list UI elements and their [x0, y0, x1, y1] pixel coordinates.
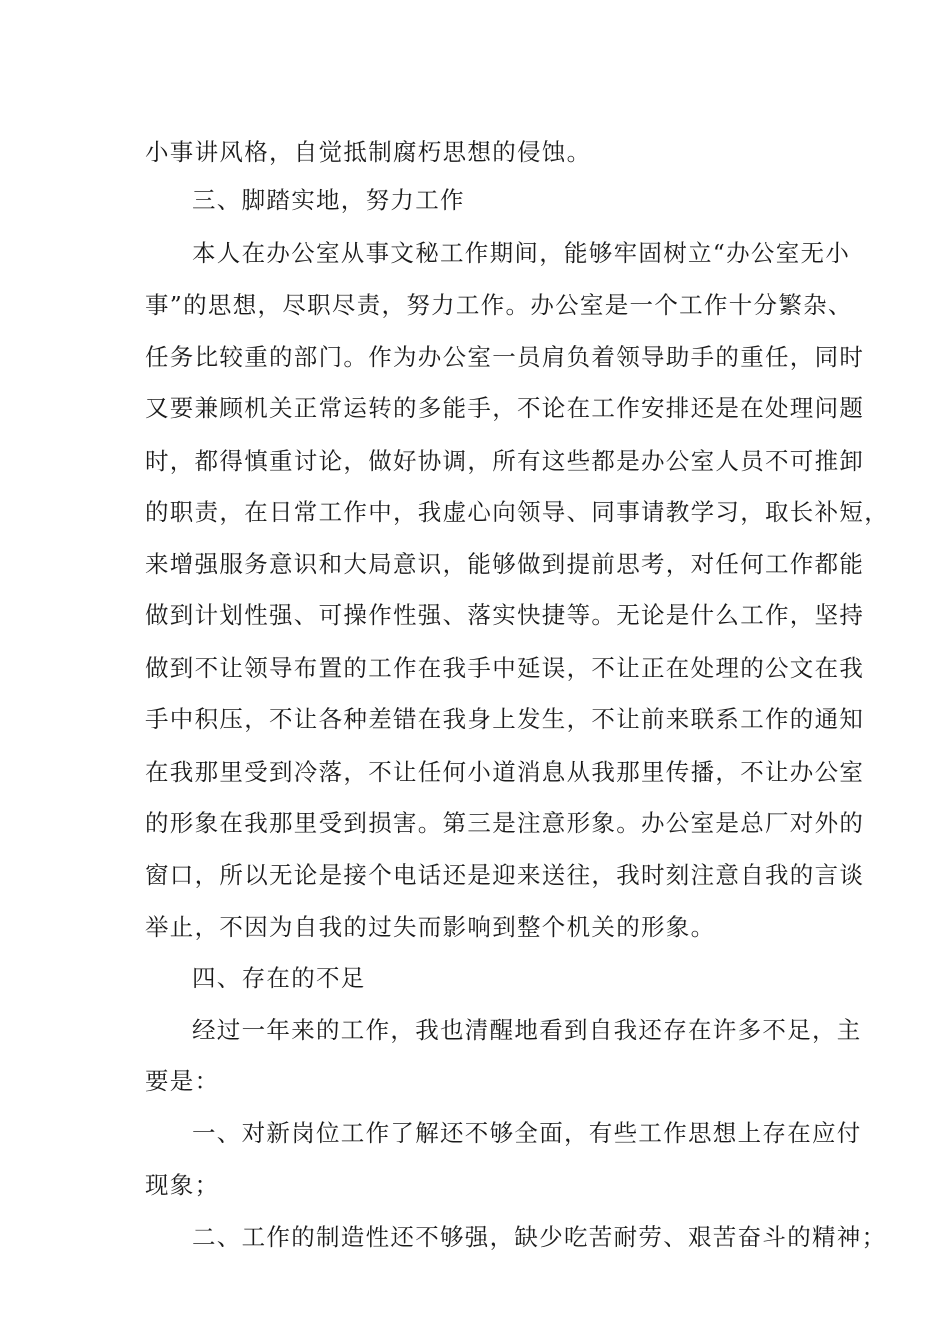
text-line: 窗口，所以无论是接个电话还是迎来送往，我时刻注意自我的言谈	[145, 861, 865, 889]
section-heading: 四、存在的不足	[192, 964, 366, 992]
text-line: 经过一年来的工作，我也清醒地看到自我还存在许多不足，主	[192, 1016, 862, 1044]
text-line: 事”的思想，尽职尽责，努力工作。办公室是一个工作十分繁杂、	[145, 291, 853, 319]
text-line: 本人在办公室从事文秘工作期间，能够牢固树立“办公室无小	[192, 239, 851, 267]
text-line: 做到不让领导布置的工作在我手中延误，不让正在处理的公文在我	[145, 654, 865, 682]
text-line: 在我那里受到冷落，不让任何小道消息从我那里传播，不让办公室	[145, 758, 865, 786]
text-line: 又要兼顾机关正常运转的多能手，不论在工作安排还是在处理问题	[145, 394, 865, 422]
text-line: 的形象在我那里受到损害。第三是注意形象。办公室是总厂对外的	[145, 809, 865, 837]
text-line: 的职责，在日常工作中，我虚心向领导、同事请教学习，取长补短，	[145, 498, 889, 526]
text-line: 任务比较重的部门。作为办公室一员肩负着领导助手的重任，同时	[145, 343, 865, 371]
text-line: 要是：	[145, 1067, 220, 1095]
text-line: 手中积压，不让各种差错在我身上发生，不让前来联系工作的通知	[145, 705, 865, 733]
text-line: 二、工作的制造性还不够强，缺少吃苦耐劳、艰苦奋斗的精神；	[192, 1223, 887, 1251]
text-line: 一、对新岗位工作了解还不够全面，有些工作思想上存在应付	[192, 1119, 862, 1147]
text-line: 现象；	[145, 1171, 220, 1199]
section-heading: 三、脚踏实地，努力工作	[192, 186, 465, 214]
text-line: 来增强服务意识和大局意识，能够做到提前思考，对任何工作都能	[145, 550, 865, 578]
text-line: 做到计划性强、可操作性强、落实快捷等。无论是什么工作，坚持	[145, 601, 865, 629]
text-line: 举止，不因为自我的过失而影响到整个机关的形象。	[145, 913, 716, 941]
text-line: 小事讲风格，自觉抵制腐朽思想的侵蚀。	[145, 138, 592, 166]
text-line: 时，都得慎重讨论，做好协调，所有这些都是办公室人员不可推卸	[145, 447, 865, 475]
